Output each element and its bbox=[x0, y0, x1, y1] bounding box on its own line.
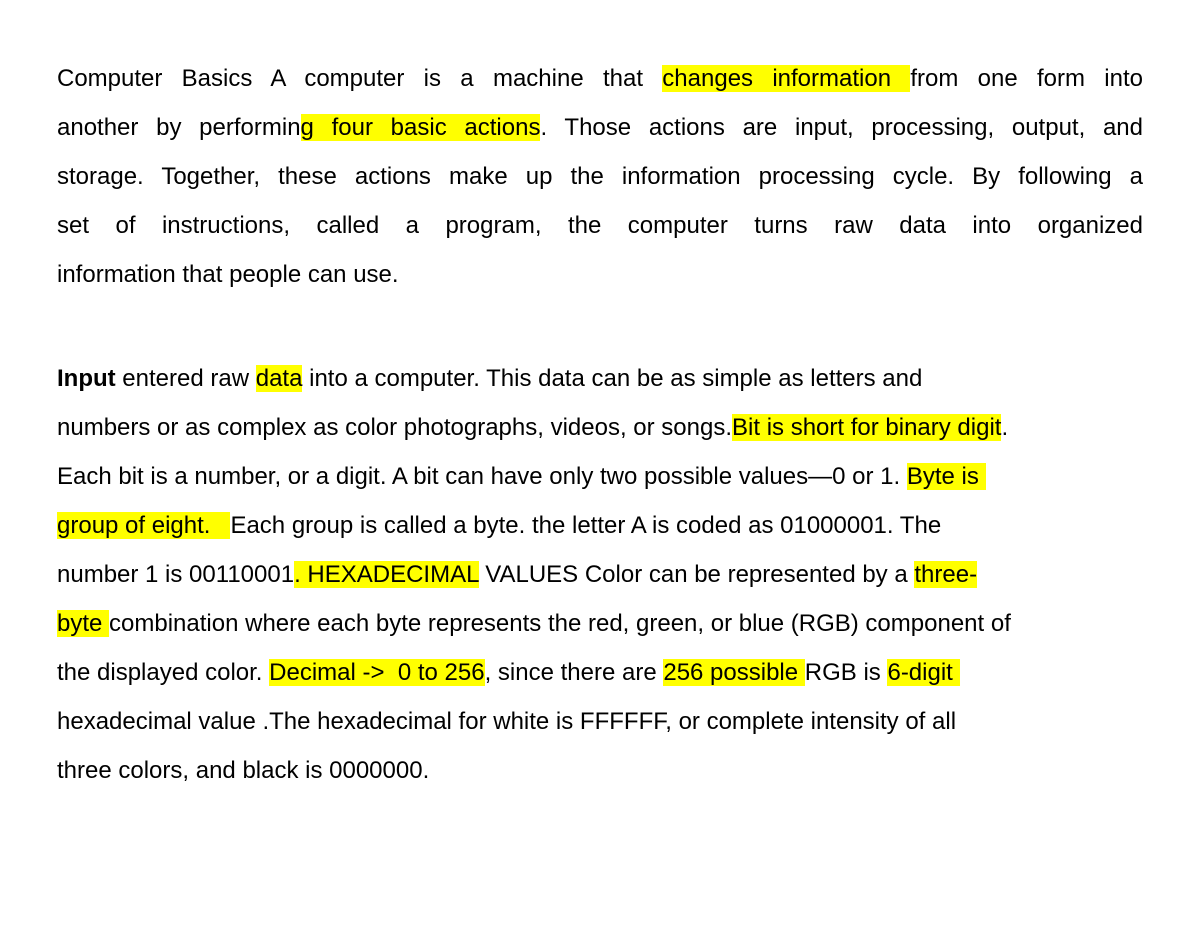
text-run: , since there are bbox=[484, 659, 664, 686]
paragraph-line bbox=[57, 412, 1143, 444]
text-run: from one form into bbox=[910, 65, 1143, 92]
text-run: hexadecimal value .The hexadecimal for white is FFFFFF, or complete intensity of all bbox=[57, 708, 957, 735]
text-run: Each bit is a number, or a digit. A bit can have only two possible values—0 or 1. bbox=[57, 463, 907, 490]
text-run: RGB is bbox=[804, 659, 888, 686]
highlighted-text: three- bbox=[914, 561, 978, 588]
highlighted-text: group of eight. bbox=[57, 512, 231, 539]
highlighted-text: byte bbox=[57, 610, 110, 637]
text-run: set of instructions, called a program, the computer turns raw data into organized bbox=[57, 212, 1143, 239]
highlighted-text: 256 possible bbox=[663, 659, 805, 686]
text-run: combination where each byte represents the red, green, or blue (RGB) component of bbox=[109, 610, 1011, 637]
text-run: . bbox=[1001, 414, 1009, 441]
text-run: Computer Basics A computer is a machine that bbox=[57, 65, 663, 92]
paragraph-line bbox=[57, 510, 1143, 542]
paragraph-line bbox=[57, 657, 1143, 689]
text-run: . Those actions are input, processing, output, and bbox=[540, 114, 1144, 141]
text-run: VALUES Color can be represented by a bbox=[478, 561, 915, 588]
highlighted-text: changes information bbox=[662, 65, 911, 92]
highlighted-text: Bit is short for binary digit bbox=[732, 414, 1002, 441]
text-run: Each group is called a byte. the letter A is coded as 01000001. The bbox=[230, 512, 942, 539]
paragraph-line bbox=[57, 559, 1143, 591]
highlighted-text: g four basic actions bbox=[300, 114, 541, 141]
highlighted-text: . HEXADECIMAL bbox=[294, 561, 479, 588]
text-run: numbers or as complex as color photographs, videos, or songs. bbox=[57, 414, 733, 441]
highlighted-text: 6-digit bbox=[887, 659, 960, 686]
paragraph-line bbox=[57, 706, 1143, 738]
bold-heading-text: Input bbox=[57, 365, 116, 392]
paragraph-line bbox=[57, 161, 1143, 193]
text-run: another by performin bbox=[57, 114, 301, 141]
highlighted-text: data bbox=[255, 365, 303, 392]
text-run: into a computer. This data can be as simple as letters and bbox=[302, 365, 923, 392]
paragraph-line bbox=[57, 63, 1143, 95]
text-run: the displayed color. bbox=[57, 659, 270, 686]
highlighted-text: Byte is bbox=[906, 463, 986, 490]
paragraph-line bbox=[57, 461, 1143, 493]
paragraph-line bbox=[57, 210, 1143, 242]
paragraph-line bbox=[57, 363, 1143, 395]
text-run: three colors, and black is 0000000. bbox=[57, 757, 430, 784]
paragraph-line bbox=[57, 755, 1143, 787]
highlighted-text: Decimal -> 0 to 256 bbox=[269, 659, 485, 686]
text-run: entered raw bbox=[115, 365, 256, 392]
text-run: storage. Together, these actions make up the information processing cycle. By following a bbox=[57, 163, 1143, 190]
text-run: number 1 is 00110001 bbox=[57, 561, 295, 588]
paragraph-line bbox=[57, 608, 1143, 640]
text-run: information that people can use. bbox=[57, 261, 399, 288]
paragraph-line bbox=[57, 259, 1143, 291]
paragraph-line bbox=[57, 112, 1143, 144]
